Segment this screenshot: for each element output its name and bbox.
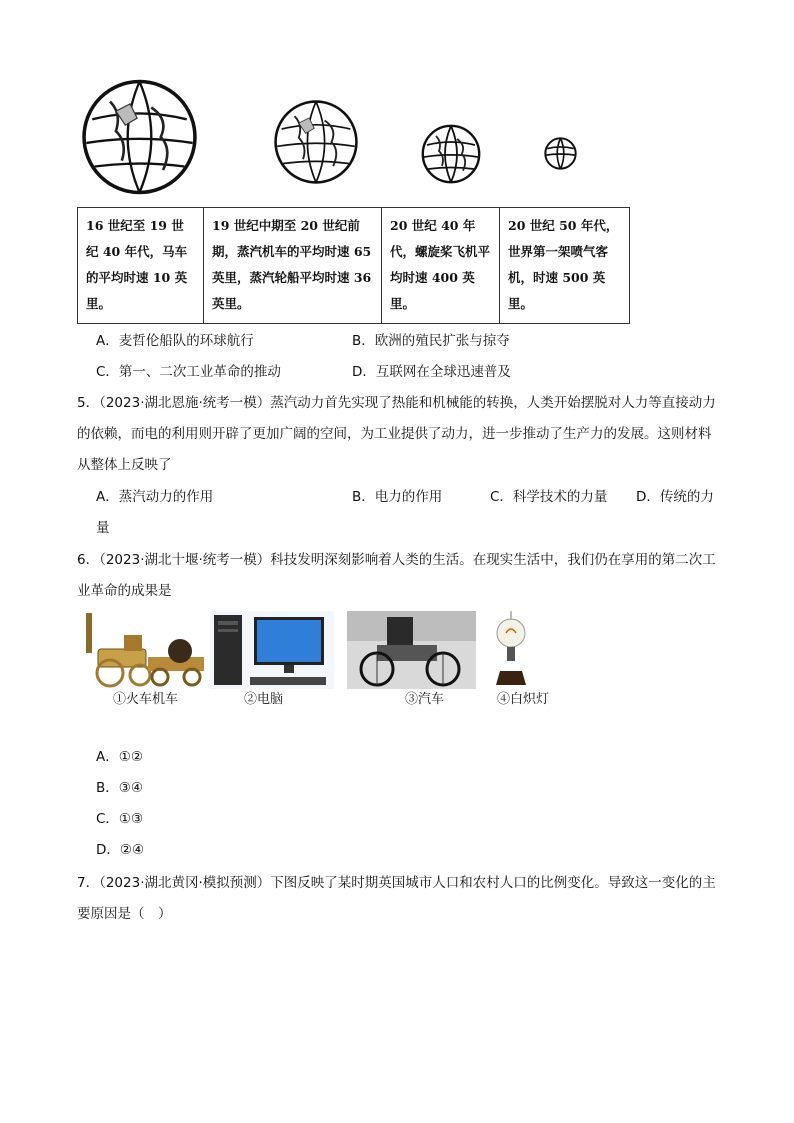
q5-option-a: A．蒸汽动力的作用 — [96, 489, 214, 505]
computer-image — [210, 611, 334, 693]
globe-medium-icon — [271, 99, 361, 185]
table-cell: 20 世纪 40 年代，螺旋桨飞机平均时速 400 英里。 — [382, 208, 500, 324]
q5-option-d: D．传统的力 — [636, 489, 714, 505]
q4-option-c: C．第一、二次工业革命的推动 — [96, 364, 281, 380]
q4-option-a: A．麦哲伦船队的环球航行 — [96, 333, 254, 349]
table-cell: 16 世纪至 19 世纪 40 年代，马车的平均时速 10 英里。 — [78, 208, 204, 324]
table-cell: 20 世纪 50 年代，世界第一架喷气客机，时速 500 英里。 — [500, 208, 630, 324]
table-cell: 19 世纪中期至 20 世纪前期，蒸汽机车的平均时速 65 英里，蒸汽轮船平均时速 36 英里。 — [204, 208, 382, 324]
caption-car: ③汽车 — [405, 692, 445, 707]
locomotive-image — [84, 611, 209, 693]
q4-option-d: D．互联网在全球迅速普及 — [352, 364, 511, 380]
caption-computer: ②电脑 — [244, 692, 284, 707]
caption-light-bulb: ④白炽灯 — [497, 692, 550, 707]
caption-locomotive: ①火车机车 — [113, 692, 179, 707]
light-bulb-image — [490, 611, 532, 693]
q7-stem: 7．（2023·湖北黄冈·模拟预测）下图反映了某时期英国城市人口和农村人口的比例变化。导致这一变化的主要原因是（ ） — [77, 875, 716, 922]
table-row — [78, 208, 630, 324]
q6-stem: 6．（2023·湖北十堰·统考一模）科技发明深刻影响着人类的生活。在现实生活中，我们仍在享用的第二次工业革命的成果是 — [77, 552, 716, 599]
q6-option-d: D．②④ — [96, 842, 145, 858]
globe-tiny-icon — [543, 137, 578, 170]
q5-option-c: C．科学技术的力量 — [490, 489, 608, 505]
q6-option-a: A．①② — [96, 749, 143, 765]
q5-option-b: B．电力的作用 — [352, 489, 443, 505]
q6-option-b: B．③④ — [96, 780, 143, 796]
q4-option-b: B．欧洲的殖民扩张与掠夺 — [352, 333, 510, 349]
speed-table — [77, 207, 630, 324]
globe-large-icon — [78, 78, 201, 196]
car-image — [347, 611, 476, 693]
q6-option-c: C．①③ — [96, 811, 144, 827]
globe-small-icon — [421, 124, 481, 184]
q5-stem: 5．（2023·湖北恩施·统考一模）蒸汽动力首先实现了热能和机械能的转换，人类开始摆脱对人力等直接动力的依赖，而电的利用则开辟了更加广阔的空间，为工业提供了动力，进一步推动了生产力的发展。这则材料从整体上反映了 — [77, 395, 716, 473]
q5-option-d-continued: 量 — [96, 520, 110, 536]
